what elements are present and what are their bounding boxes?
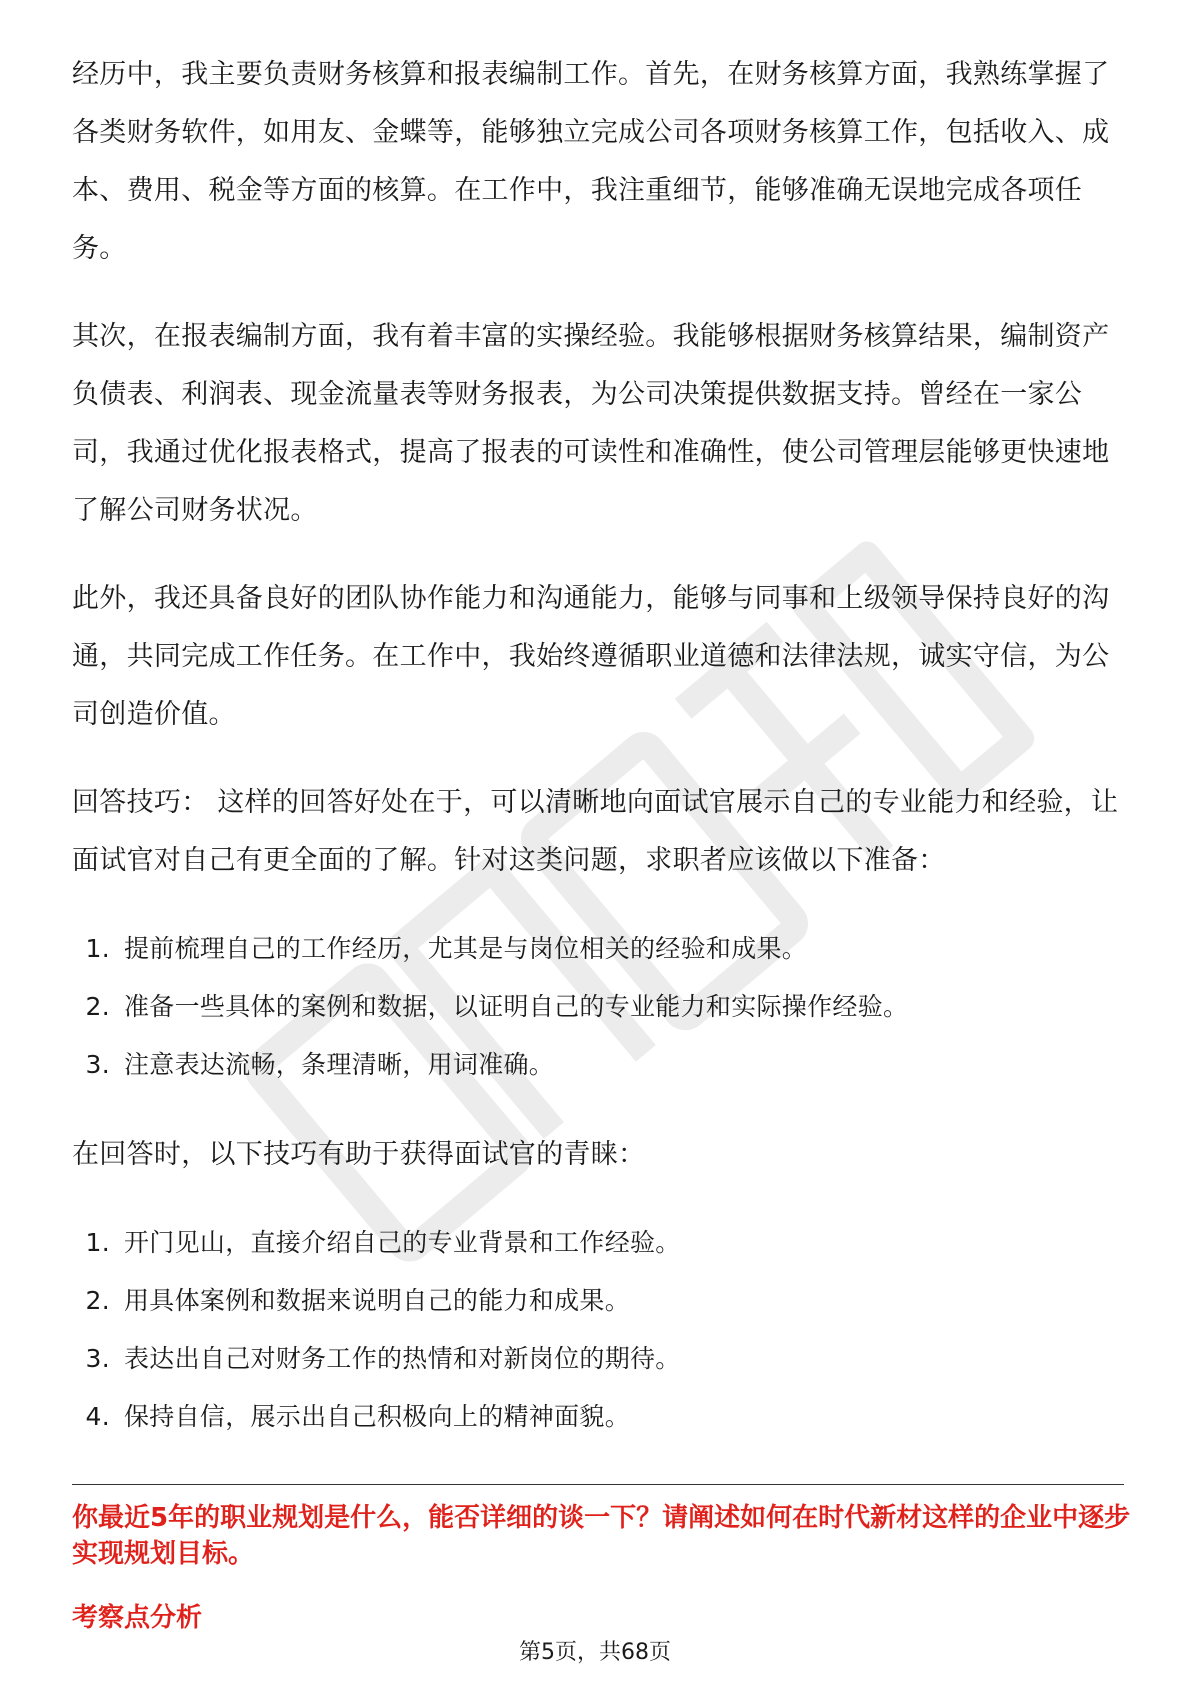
list-item-text: 开门见山，直接介绍自己的专业背景和工作经验。: [124, 1228, 681, 1257]
list-item-number: 3.: [85, 1050, 110, 1079]
list-item-text: 提前梳理自己的工作经历，尤其是与岗位相关的经验和成果。: [124, 934, 808, 963]
preparation-list: [72, 920, 1124, 1094]
list-item: [72, 1036, 1124, 1094]
answer-intro-paragraph: 在回答时，以下技巧有助于获得面试官的青睐：: [72, 1139, 646, 1170]
page-number-footer: 第5页，共68页: [519, 1640, 671, 1665]
body-paragraph-3: 此外，我还具备良好的团队协作能力和沟通能力，能够与同事和上级领导保持良好的沟通，共同完成工作任务。在工作中，我始终遵循职业道德和法律法规，诚实守信，为公司创造价值。: [72, 583, 1110, 730]
section-divider: [72, 1484, 1124, 1485]
body-paragraph-1: 经历中，我主要负责财务核算和报表编制工作。首先，在财务核算方面，我熟练掌握了各类财务软件，如用友、金蝶等，能够独立完成公司各项财务核算工作，包括收入、成本、费用、税金等方面的核算。在工作中，我注重细节，能够准确无误地完成各项任务。: [72, 59, 1110, 264]
list-item: [72, 1272, 1124, 1330]
list-item: [72, 1388, 1124, 1446]
list-item: [72, 1214, 1124, 1272]
answer-tips-list: [72, 1214, 1124, 1446]
tips-intro-paragraph: 回答技巧： 这样的回答好处在于，可以清晰地向面试官展示自己的专业能力和经验，让面试官对自己有更全面的了解。针对这类问题，求职者应该做以下准备：: [72, 787, 1119, 876]
list-item: [72, 1330, 1124, 1388]
list-item-number: 2.: [85, 1286, 110, 1315]
list-item-text: 准备一些具体的案例和数据，以证明自己的专业能力和实际操作经验。: [124, 992, 909, 1021]
list-item-number: 3.: [85, 1344, 110, 1373]
document-body: [72, 46, 1124, 1478]
list-item-text: 注意表达流畅，条理清晰，用词准确。: [124, 1050, 555, 1079]
list-item-number: 1.: [85, 934, 110, 963]
list-item-number: 1.: [85, 1228, 110, 1257]
list-item-number: 4.: [85, 1402, 110, 1431]
list-item: [72, 978, 1124, 1036]
next-question-heading: 你最近5年的职业规划是什么，能否详细的谈一下？请阐述如何在时代新材这样的企业中逐步实现规划目标。: [72, 1503, 1131, 1569]
list-item-number: 2.: [85, 992, 110, 1021]
list-item-text: 保持自信，展示出自己积极向上的精神面貌。: [124, 1402, 631, 1431]
analysis-section-heading: 考察点分析: [72, 1603, 203, 1633]
body-paragraph-2: 其次，在报表编制方面，我有着丰富的实操经验。我能够根据财务核算结果，编制资产负债表、利润表、现金流量表等财务报表，为公司决策提供数据支持。曾经在一家公司，我通过优化报表格式，提高了报表的可读性和准确性，使公司管理层能够更快速地了解公司财务状况。: [72, 321, 1110, 526]
list-item-text: 表达出自己对财务工作的热情和对新岗位的期待。: [124, 1344, 681, 1373]
list-item-text: 用具体案例和数据来说明自己的能力和成果。: [124, 1286, 631, 1315]
list-item: [72, 920, 1124, 978]
